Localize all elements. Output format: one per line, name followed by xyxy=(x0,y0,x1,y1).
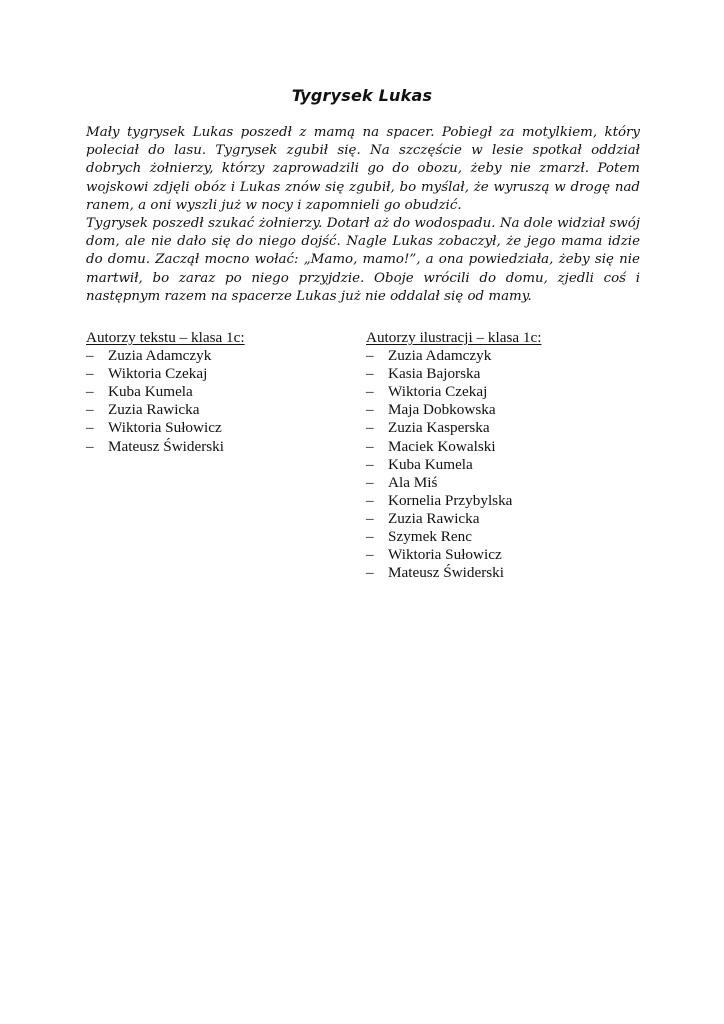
author-list-item xyxy=(366,438,626,456)
author-name: Maciek Kowalski xyxy=(388,437,496,455)
author-list-item xyxy=(366,365,626,383)
list-bullet: – xyxy=(366,401,374,419)
list-bullet: – xyxy=(86,347,94,365)
author-name: Kasia Bajorska xyxy=(388,365,481,383)
author-list-item xyxy=(366,347,626,365)
author-name: Mateusz Świderski xyxy=(108,437,224,455)
list-bullet: – xyxy=(366,491,374,509)
author-name: Wiktoria Sułowicz xyxy=(388,546,502,564)
list-bullet: – xyxy=(366,383,374,401)
author-list-item xyxy=(86,419,336,437)
author-list-item xyxy=(86,383,336,401)
author-name: Mateusz Świderski xyxy=(388,564,504,582)
list-bullet: – xyxy=(366,419,374,437)
list-bullet: – xyxy=(366,528,374,546)
list-bullet: – xyxy=(366,564,374,582)
text-authors-section xyxy=(86,329,336,456)
illustration-authors-list xyxy=(366,347,626,582)
list-bullet: – xyxy=(86,419,94,437)
author-list-item xyxy=(366,401,626,419)
author-list-item xyxy=(366,419,626,437)
illustration-authors-section xyxy=(366,329,626,582)
list-bullet: – xyxy=(86,383,94,401)
author-list-item xyxy=(366,492,626,510)
story-paragraph: Tygrysek poszedł szukać żołnierzy. Dotarł aż do wodospadu. Na dole widział swój dom, ale nie dało się do niego dojść. Nagle Lukas zobaczył, że jego mama idzie do domu. Zaczął mocno wołać: „Mamo, mamo!”, a ona powiedziała, żeby się nie martwił, bo zaraz po niego przyjdzie. Oboje wrócili do domu, zjedli coś i następnym razem na spacerze Lukas już nie oddalał się od mamy. xyxy=(86,216,640,304)
author-list-item xyxy=(366,474,626,492)
author-name: Wiktoria Czekaj xyxy=(388,383,488,401)
list-bullet: – xyxy=(366,509,374,527)
author-name: Wiktoria Sułowicz xyxy=(108,419,222,437)
story-title: Tygrysek Lukas xyxy=(291,86,433,105)
list-bullet: – xyxy=(366,437,374,455)
author-list-item xyxy=(366,456,626,474)
list-bullet: – xyxy=(366,365,374,383)
illustration-authors-heading: Autorzy ilustracji – klasa 1c: xyxy=(366,329,542,346)
story-paragraph: Mały tygrysek Lukas poszedł z mamą na spacer. Pobiegł za motylkiem, który poleciał do lasu. Tygrysek zgubił się. Na szczęście w lesie spotkał oddział dobrych żołnierzy, którzy zaprowadzili go do obozu, żeby nie zmarzł. Potem wojskowi zdjęli obóz i Lukas znów się zgubił, bo myślał, że wyruszą w drogę nad ranem, a oni wyszli już w nocy i zapomnieli go obudzić. xyxy=(86,125,640,213)
author-list-item xyxy=(366,510,626,528)
author-name: Zuzia Adamczyk xyxy=(388,347,492,365)
author-name: Zuzia Adamczyk xyxy=(108,347,212,365)
list-bullet: – xyxy=(86,365,94,383)
author-name: Kuba Kumela xyxy=(388,455,473,473)
list-bullet: – xyxy=(86,401,94,419)
author-list-item xyxy=(86,438,336,456)
author-list-item xyxy=(366,383,626,401)
text-authors-list xyxy=(86,347,336,456)
list-bullet: – xyxy=(366,546,374,564)
author-list-item xyxy=(86,347,336,365)
list-bullet: – xyxy=(366,455,374,473)
author-name: Szymek Renc xyxy=(388,528,472,546)
author-name: Wiktoria Czekaj xyxy=(108,365,208,383)
author-name: Ala Miś xyxy=(388,473,438,491)
author-name: Zuzia Rawicka xyxy=(108,401,200,419)
author-list-item xyxy=(366,528,626,546)
author-name: Zuzia Kasperska xyxy=(388,419,490,437)
author-name: Maja Dobkowska xyxy=(388,401,496,419)
author-name: Zuzia Rawicka xyxy=(388,509,480,527)
author-name: Kornelia Przybylska xyxy=(388,491,513,509)
list-bullet: – xyxy=(366,347,374,365)
text-authors-heading: Autorzy tekstu – klasa 1c: xyxy=(86,329,245,346)
author-list-item xyxy=(366,546,626,564)
story-text xyxy=(86,124,640,306)
author-list-item xyxy=(366,564,626,582)
author-name: Kuba Kumela xyxy=(108,383,193,401)
author-list-item xyxy=(86,401,336,419)
list-bullet: – xyxy=(86,437,94,455)
list-bullet: – xyxy=(366,473,374,491)
author-list-item xyxy=(86,365,336,383)
